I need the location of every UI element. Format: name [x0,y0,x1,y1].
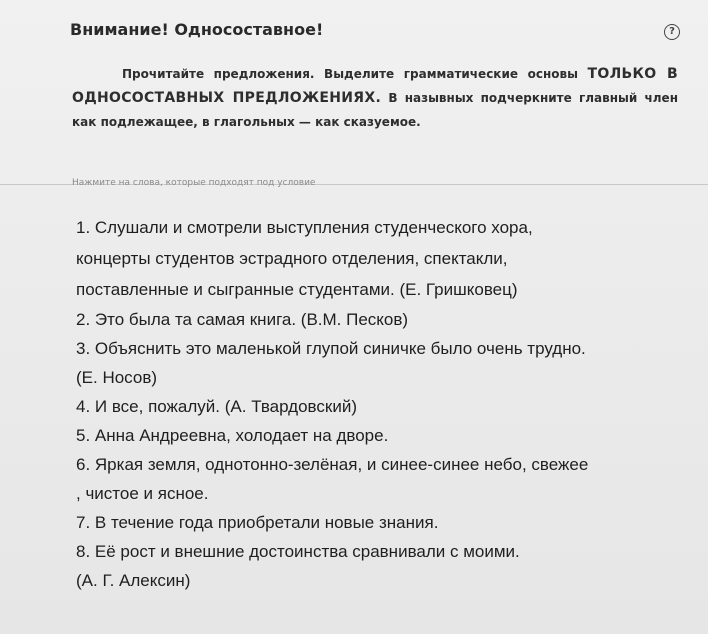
sentence-line[interactable]: 8. Её рост и внешние достоинства сравнивали с моими. [76,542,520,561]
sentence-line[interactable]: (А. Г. Алексин) [76,571,191,590]
sentence-line[interactable]: 6. Яркая земля, однотонно-зелёная, и синее-синее небо, свежее [76,455,589,474]
sentence-line[interactable]: 1. Слушали и смотрели выступления студенческого хора, [76,218,533,237]
task-instructions [72,62,678,134]
sentence-list [76,212,696,595]
exercise-title: Внимание! Односоставное! [70,20,324,39]
task-text-emphasis: ТОЛЬКО В ОДНОСОСТАВНЫХ ПРЕДЛОЖЕНИЯХ. [72,66,678,106]
sentence-line[interactable]: 7. В течение года приобретали новые знания. [76,513,439,532]
sentence-line[interactable]: , чистое и ясное. [76,484,209,503]
sentence-line[interactable]: 5. Анна Андреевна, холодает на дворе. [76,426,389,445]
sentence-line[interactable]: концерты студентов эстрадного отделения, спектакли, [76,249,508,268]
task-text-part1: Прочитайте предложения. Выделите грамматические основы [122,67,588,81]
sentence-line[interactable]: поставленные и сыгранные студентами. (Е. Гришковец) [76,280,518,299]
sentence-line[interactable]: 3. Объяснить это маленькой глупой синичке было очень трудно. [76,339,586,358]
sentence-line[interactable]: 4. И все, пожалуй. (А. Твардовский) [76,397,357,416]
hint-text: Нажмите на слова, которые подходят под условие [72,178,316,188]
sentence-line[interactable]: 2. Это была та самая книга. (В.М. Песков) [76,310,409,329]
question-circle-icon[interactable]: ? [664,24,680,40]
task-text-part3: В назывных подчеркните главный член как подлежащее, в глагольных — как сказуемое. [72,91,678,129]
sentence-line[interactable]: (Е. Носов) [76,368,158,387]
